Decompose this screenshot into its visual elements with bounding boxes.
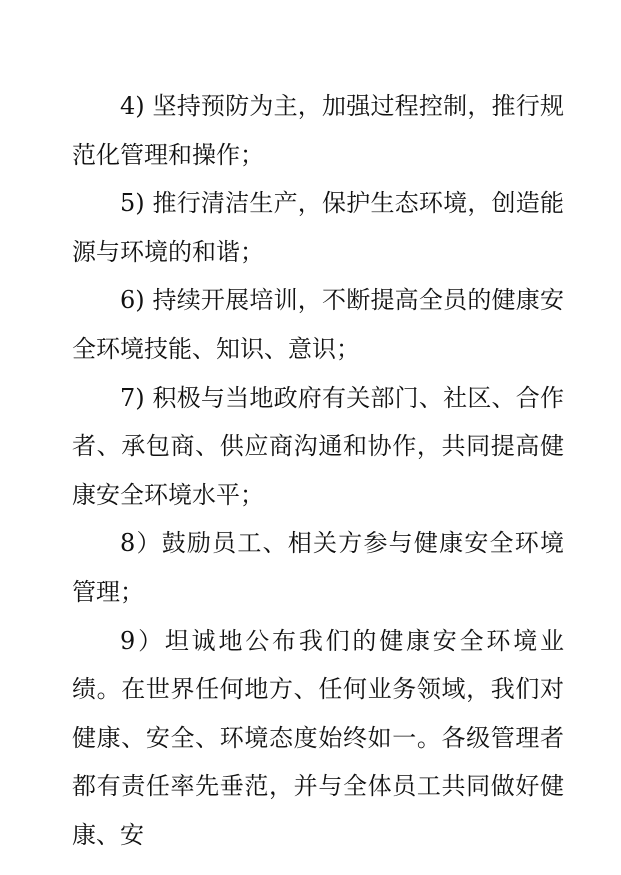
paragraph-item-7: 7) 积极与当地政府有关部门、社区、合作者、承包商、供应商沟通和协作，共同提高健康安全环境水平；	[72, 383, 564, 509]
paragraph-item-8: 8）鼓励员工、相关方参与健康安全环境管理；	[72, 529, 564, 606]
paragraph-item-4: 4) 坚持预防为主，加强过程控制，推行规范化管理和操作；	[72, 92, 564, 169]
document-body	[72, 82, 564, 860]
paragraph-item-9: 9）坦诚地公布我们的健康安全环境业绩。在世界任何地方、任何业务领域，我们对健康、安全、环境态度始终如一。各级管理者都有责任率先垂范，并与全体员工共同做好健康、安	[72, 626, 564, 849]
paragraph-item-5: 5) 推行清洁生产，保护生态环境，创造能源与环境的和谐；	[72, 189, 564, 266]
paragraph-item-6: 6) 持续开展培训，不断提高全员的健康安全环境技能、知识、意识；	[72, 286, 564, 363]
